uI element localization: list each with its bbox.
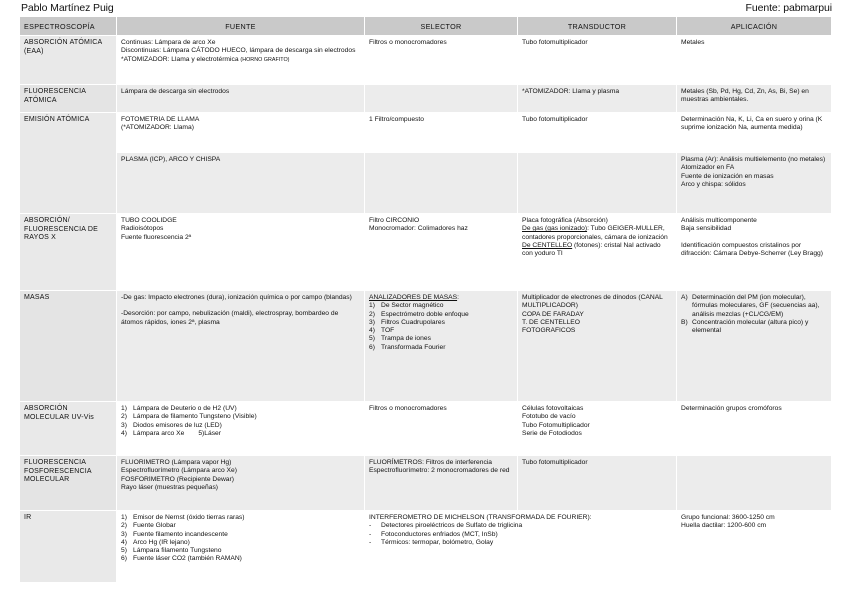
cell-line: Grupo funcional: 3600-1250 cm [681, 514, 775, 521]
row-category: IR [20, 511, 117, 583]
cell-line: Continuas: Lámpara de arco Xe [121, 39, 216, 46]
cell-underlined: ANALIZADORES DE MASAS [369, 294, 458, 301]
list-item: B) Concentración molecular (altura pico) y elemental [681, 318, 809, 335]
application-list [681, 294, 827, 335]
cell-aplicacion: Determinación Na, K, Li, Ca en suero y orina (K suprime ionización Na, aumenta medida) [677, 113, 832, 153]
cell-fuente [117, 214, 365, 291]
cell-line: Discontinuas: Lámpara CÁTODO HUECO, lámpara de descarga sin electrodos [121, 47, 356, 55]
cell-line: FOTOMETRÍA DE LLAMA [121, 116, 200, 123]
cell-transductor: Tubo fotomultiplicador [518, 113, 677, 153]
cell-line: Radioisótopos [121, 225, 164, 233]
cell-line: COPA DE FARADAY [522, 310, 584, 318]
list-item: 3) Diodos emisores de luz (LED) [121, 421, 222, 429]
cell-line: Espectrofluorímetro: 2 monocromadores de red [369, 467, 510, 475]
col-header-espectroscopia: ESPECTROSCOPÍA [20, 17, 117, 36]
cell-line: -De gas: Impacto electrones (dura), ionización química o por campo (blandas) [121, 294, 352, 301]
cell-selector: ANALIZADORES DE MASAS: 1) De Sector magnético 2) Espectrómetro doble enfoque 3) Filtros Cuadrupolares 4) TOF 5) Trampa de iones 6) Transformada Fourier [365, 291, 518, 402]
table-row [20, 153, 832, 214]
source-list [121, 405, 360, 438]
cell-fuente [117, 113, 365, 153]
cell-line: Atomizador en FA [681, 164, 735, 172]
cell-line: FLUORÍMETROS: Filtros de interferencia [369, 459, 493, 466]
list-item: 1) Lámpara de Deuterio o de H2 (UV) [121, 405, 237, 412]
row-category: MASAS [20, 291, 117, 402]
table-row [20, 291, 832, 402]
cell-line: (fotones): cristal NaI activado con yoduro TI [522, 241, 661, 258]
cell-line: (*ATOMIZADOR: Llama) [121, 124, 194, 132]
cell-line: FOSFORÍMETRO (Recipiente Dewar) [121, 475, 234, 483]
col-header-selector: SELECTOR [365, 17, 518, 36]
cell-line: Espectrofluorímetro (Lámpara arco Xe) [121, 467, 237, 475]
cell-line: FLUORÍMETRO (Lámpara vapor Hg) [121, 459, 232, 466]
source-list [121, 514, 360, 564]
detector-list [369, 522, 672, 547]
cell-aplicacion [677, 511, 832, 583]
cell-fuente [117, 456, 365, 511]
list-item: - Fotoconductores enfriados (MCT, InSb) [369, 530, 498, 538]
row-category: EMISIÓN ATÓMICA [20, 113, 117, 214]
table-header-row [20, 17, 832, 36]
source-credit: Fuente: pabmarpui [745, 2, 832, 14]
list-item: A) Determinación del PM (ion molecular), fórmulas moleculares, GF (secuencias aa), análisis mezclas (+CL/CG/EM) [681, 294, 820, 318]
cell-selector: Filtros o monocromadores [365, 36, 518, 85]
cell-line: Identificación compuestos cristalinos por difracción: Cámara Debye-Scherrer (Ley Bragg) [681, 241, 823, 257]
cell-selector: Filtros o monocromadores [365, 402, 518, 456]
cell-transductor [518, 214, 677, 291]
row-category: ABSORCIÓN MOLECULAR UV-Vis [20, 402, 117, 456]
cell-line: Filtro CIRCONIO [369, 217, 420, 224]
table-row [20, 214, 832, 291]
table-row [20, 402, 832, 456]
cell-line: *ATOMIZADOR: Llama y electrotérmica [121, 55, 239, 63]
list-item: 4) TOF [369, 327, 395, 335]
cell-line: T. DE CENTELLEO [522, 318, 580, 326]
cell-small-note: (HORNO GRAFITO) [240, 56, 290, 63]
cell-line: Multiplicador de electrones de dínodos (CANAL MULTIPLICADOR) [522, 294, 663, 310]
list-item: - Detectores piroeléctricos de Sulfato de triglicina [369, 522, 523, 530]
col-header-aplicacion: APLICACIÓN [677, 17, 832, 36]
cell-selector [365, 456, 518, 511]
cell-aplicacion [677, 456, 832, 511]
table-row [20, 511, 832, 583]
list-item: 2) Espectrómetro doble enfoque [369, 310, 469, 318]
cell-aplicacion [677, 291, 832, 402]
cell-line: Fuente fluorescencia 2ª [121, 233, 192, 241]
cell-line: Monocromador: Colimadores haz [369, 225, 468, 233]
page-header [0, 0, 848, 15]
cell-line: Placa fotográfica (Absorción) [522, 217, 608, 224]
cell-line: Fototubo de vacío [522, 413, 576, 421]
author-name: Pablo Martínez Puig [21, 2, 114, 14]
cell-transductor: *ATOMIZADOR: Llama y plasma [518, 85, 677, 113]
cell-transductor [518, 291, 677, 402]
cell-line: Rayo láser (muestras pequeñas) [121, 483, 219, 491]
table-row [20, 456, 832, 511]
list-item: 3) Filtros Cuadrupolares [369, 318, 445, 326]
cell-line: -Desorción: por campo, nebulización (maldi), electrospray, bombardeo de átomos rápidos, iones 2ª, plasma [121, 310, 339, 326]
cell-fuente: PLASMA (ICP), ARCO Y CHISPA [117, 153, 365, 214]
row-category: FLUORESCENCIA FOSFORESCENCIA MOLECULAR [20, 456, 117, 511]
cell-line: : Tubo GEIGER-MULLER, contadores proporcionales, cámara de ionización [522, 225, 668, 241]
cell-selector [365, 214, 518, 291]
cell-aplicacion: Metales [677, 36, 832, 85]
cell-line: Fuente de ionización en masas [681, 172, 774, 180]
table-row [20, 113, 832, 153]
list-item: 2) Fuente Globar [121, 522, 176, 530]
cell-transductor: Tubo fotomultiplicador [518, 36, 677, 85]
cell-line: TUBO COOLIDGE [121, 217, 177, 224]
cell-line: Serie de Fotodiodos [522, 429, 582, 437]
col-header-fuente: FUENTE [117, 17, 365, 36]
cell-aplicacion: Determinación grupos cromóforos [677, 402, 832, 456]
analyzer-list [369, 302, 513, 352]
cell-line: Análisis multicomponente [681, 217, 757, 224]
cell-selector [365, 85, 518, 113]
cell-aplicacion [677, 153, 832, 214]
table-row [20, 36, 832, 85]
list-item: - Térmicos: termopar, bolómetro, Golay [369, 538, 494, 546]
cell-line: Tubo Fotomultiplicador [522, 421, 590, 429]
cell-line: FOTOGRÁFICOS [522, 327, 576, 335]
cell-aplicacion [677, 214, 832, 291]
list-item: 5) Trampa de iones [369, 335, 431, 343]
cell-selector [365, 153, 518, 214]
row-category: ABSORCIÓN/ FLUORESCENCIA DE RAYOS X [20, 214, 117, 291]
cell-fuente [117, 291, 365, 402]
col-header-transductor: TRANSDUCTOR [518, 17, 677, 36]
cell-fuente [117, 511, 365, 583]
list-item: 3) Fuente filamento incandescente [121, 530, 228, 538]
cell-transductor: Tubo fotomultiplicador [518, 456, 677, 511]
cell-line: Arco y chispa: sólidos [681, 180, 746, 188]
list-item: 4) Lámpara arco Xe 5)Láser [121, 429, 221, 437]
list-item: 1) Emisor de Nernst (óxido tierras raras) [121, 514, 245, 521]
cell-line: INTERFERÓMETRO DE MICHELSON (TRANSFORMADA DE FOURIER): [369, 514, 592, 521]
cell-fuente: Lámpara de descarga sin electrodos [117, 85, 365, 113]
cell-underlined: De CENTELLEO [522, 241, 573, 249]
cell-line: Baja sensibilidad [681, 225, 732, 233]
list-item: 2) Lámpara de filamento Tungsteno (Visible) [121, 413, 257, 421]
cell-selector-transductor [365, 511, 677, 583]
cell-transductor [518, 402, 677, 456]
row-category: FLUORESCENCIA ATÓMICA [20, 85, 117, 113]
cell-line: Huella dactilar: 1200-600 cm [681, 522, 767, 530]
cell-line: Células fotovoltaicas [522, 405, 584, 412]
cell-transductor [518, 153, 677, 214]
cell-aplicacion: Metales (Sb, Pd, Hg, Cd, Zn, As, Bi, Se) en muestras ambientales. [677, 85, 832, 113]
cell-fuente [117, 402, 365, 456]
list-item: 4) Arco Hg (IR lejano) [121, 538, 190, 546]
list-item: 6) Fuente láser CO2 (también RAMAN) [121, 555, 242, 563]
list-item: 5) Lámpara filamento Tungsteno [121, 547, 222, 555]
row-category: ABSORCIÓN ATÓMICA (EAA) [20, 36, 117, 85]
cell-line: Plasma (Ar): Análisis multielemento (no metales) [681, 156, 826, 163]
list-item: 6) Transformada Fourier [369, 343, 446, 351]
cell-selector: 1 Filtro/compuesto [365, 113, 518, 153]
cell-fuente [117, 36, 365, 85]
list-item: 1) De Sector magnético [369, 302, 444, 310]
cell-underlined: De gas (gas ionizado) [522, 225, 588, 233]
table-row [20, 85, 832, 113]
spectroscopy-table [19, 16, 832, 583]
